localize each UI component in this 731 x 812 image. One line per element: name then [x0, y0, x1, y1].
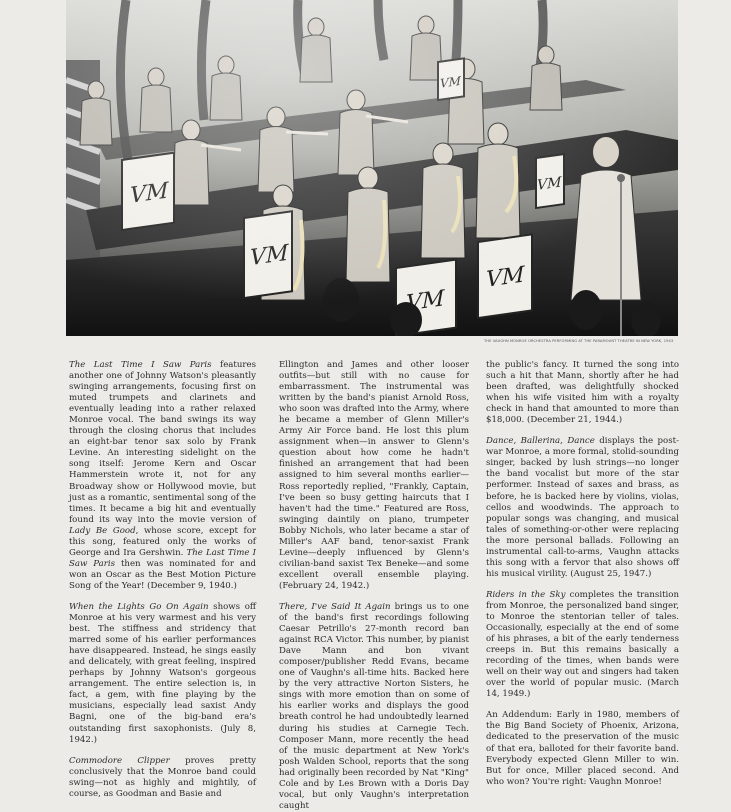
paragraph-text: then was nominated for and won an Oscar as the Best Motion Picture Song of the Year! (December 9, 1940.)	[69, 558, 256, 591]
paragraph-text: features another one of Johnny Watson's pleasantly swinging arrangements, focusing first on muted trumpets and clarinets and eventually leading into a rather relaxed Monroe vocal. The band swings its way through the closing chorus that includes an eight-bar tenor sax solo by Frank Levine. An interesting sidelight on the song itself: Jerome Kern and Oscar Hammerstein wrote it, not for any Broadway show or Hollywood movie, but just as a romantic, sentimental song of the times. It became a big hit and eventually found its way into the movie version of	[69, 360, 256, 525]
paragraph	[69, 756, 256, 800]
text-column-1	[69, 360, 256, 800]
paragraph-text: An Addendum: Early in 1980, members of the Big Band Society of Phoenix, Arizona, dedicated to the preservation of the music of that era, balloted for their favorite band. Everybody expected Glenn Miller to win. But for once, Miller placed second. And who won? You're right: Vaughn Monroe!	[486, 710, 679, 787]
song-title: The Last Time I Saw Paris	[69, 547, 256, 569]
paragraph	[486, 710, 679, 787]
paragraph-text: Ellington and James and other looser outfits—but still with no cause for embarrassment. The instrumental was written by the band's pianist Arnold Ross, who soon was drafted into the Army, where he became a member of Glenn Miller's Army Air Force band. He lost this plum assignment when—in answer to Glenn's question about how come he hadn't finished an arrangement that had been assigned to him several months earlier—Ross reportedly replied, "Frankly, Captain, I've been so busy getting haircuts that I haven't had the time." Featured are Ross, swinging daintily on piano, trumpeter Bobby Nichols, who later became a star of Miller's AAF band, tenor-saxist Frank Levine—deeply influenced by Glenn's civilian-band saxist Tex Beneke—and some excellent overall ensemble playing. (February 24, 1942.)	[279, 360, 469, 591]
text-column-2	[279, 360, 469, 812]
song-title: The Last Time I Saw Paris	[69, 360, 212, 370]
text-column-3	[486, 360, 679, 788]
photo-caption: THE VAUGHN MONROE ORCHESTRA PERFORMING AT THE PARAMOUNT THEATRE IN NEW YORK, 1943	[484, 339, 674, 343]
paragraph-text: brings us to one of the band's first recordings following Caesar Petrillo's 27-month record ban against RCA Victor. This number, by pianist Dave Mann and bon vivant composer/publisher Redd Evans, became one of Vaughn's all-time hits. Backed here by the very attractive Norton Sisters, he sings with more emotion than on some of his earlier works and displays the good breath control he had undoubtedly learned during his studies at Carnegie Tech. Composer Mann, more recently the head of the music department at New York's posh Walden School, reports that the song had originally been recorded by Nat "King" Cole and by Les Brown with a Doris Day vocal, but only Vaughn's interpretation caught	[279, 601, 469, 811]
song-title: Commodore Clipper	[69, 755, 170, 766]
paragraph	[486, 360, 679, 426]
band-photograph	[66, 0, 678, 336]
song-title: There, I've Said It Again	[279, 601, 391, 612]
song-title: Riders in the Sky	[486, 589, 566, 600]
paragraph	[279, 360, 469, 592]
paragraph	[486, 590, 679, 700]
paragraph	[69, 602, 256, 746]
paragraph-text: completes the transition from Monroe, the personalized band singer, to Monroe the stentorian teller of tales. Occasionally, especially at the end of some of his phrases, a bit of the early tenderness creeps in. But this remains basically a recording of the times, when bands were well on their way out and singers had taken over the world of popular music. (March 14, 1949.)	[486, 589, 679, 700]
paragraph	[69, 360, 256, 592]
paragraph-text: shows off Monroe at his very warmest and his very best. The stiffness and stridency that marred some of his earlier performances have disappeared. Instead, he sings easily and delicately, with great feeling, inspired perhaps by Johnny Watson's gorgeous arrangement. The entire selection is, in fact, a gem, with fine playing by the musicians, especially lead saxist Andy Bagni, one of the big-band era's outstanding first saxophonists. (July 8, 1942.)	[69, 601, 256, 745]
orchestra-photo-illustration	[66, 0, 678, 336]
paragraph-text: , whose score, except for this song, featured only the works of George and Ira Gershwin.	[69, 525, 256, 558]
paragraph	[279, 602, 469, 812]
song-title: When the Lights Go On Again	[69, 601, 209, 612]
paragraph	[486, 436, 679, 580]
paragraph-text: proves pretty conclusively that the Monroe band could swing—not as highly and mightily, of course, as Goodman and Basie and	[69, 755, 257, 799]
paragraph-text: displays the post-war Monroe, a more formal, stolid-sounding singer, backed by lush strings—no longer the band vocalist but more of the star performer. Instead of saxes and brass, as before, he is backed here by violins, violas, cellos and woodwinds. The approach to popular songs was changing, and musical tales of something-or-other were replacing the more personal ballads. Following an instrumental call-to-arms, Vaughn attacks this song with a fervor that also shows off his musical virility. (August 25, 1947.)	[486, 436, 679, 579]
song-title: Dance, Ballerina, Dance	[486, 436, 595, 447]
paragraph-text: the public's fancy. It turned the song into such a hit that Mann, shortly after he had been drafted, was delightfully shocked when his wife visited him with a royalty check in hand that amounted to more than $18,000. (December 21, 1944.)	[486, 360, 679, 426]
song-title: Lady Be Good	[69, 525, 136, 536]
